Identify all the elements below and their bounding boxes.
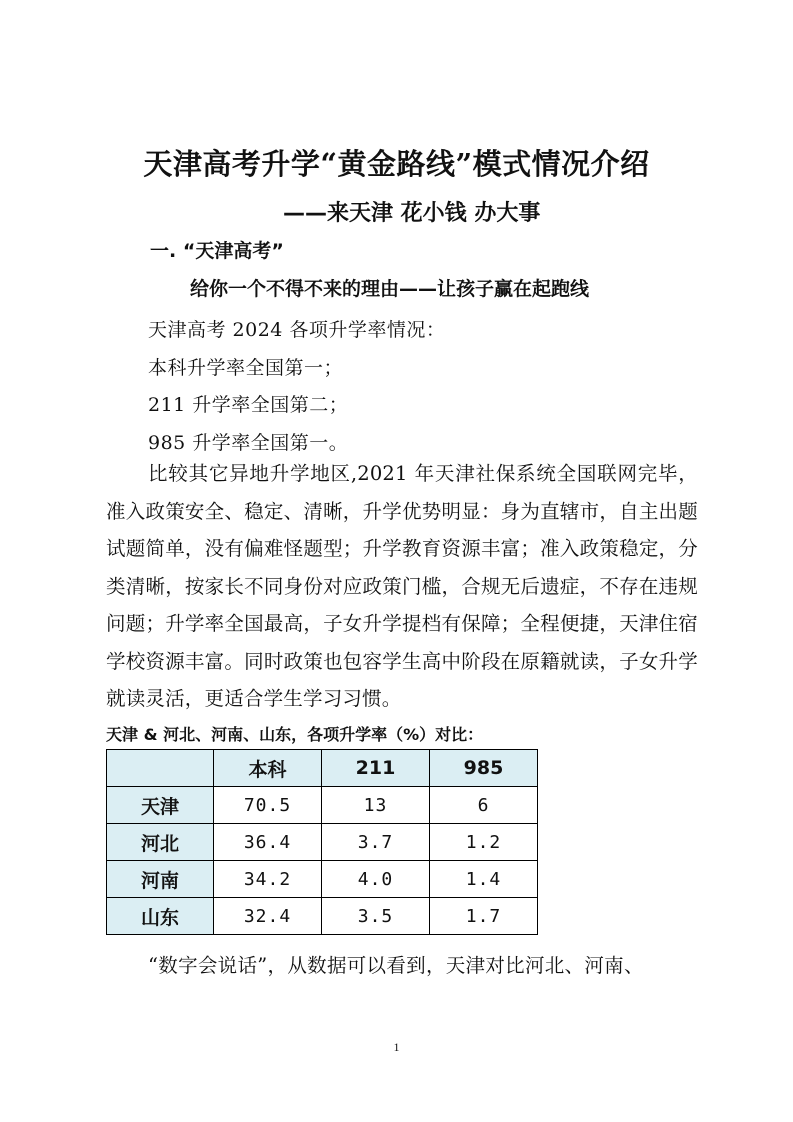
table-cell: 3.5: [322, 898, 430, 935]
document-title: 天津高考升学“黄金路线”模式情况介绍: [143, 147, 650, 181]
table-cell: 4.0: [322, 861, 430, 898]
table-header-undergrad: 本科: [214, 750, 322, 787]
section-heading: 一. “天津高考”: [150, 240, 284, 262]
page-number: 1: [393, 1040, 400, 1054]
table-header-985: 985: [430, 750, 538, 787]
body-paragraph: 比较其它异地升学地区,2021 年天津社保系统全国联网完毕，准入政策安全、稳定、清晰，升学优势明显：身为直辖市，自主出题试题简单，没有偏难怪题型；升学教育资源丰富；准入政策稳定，分类清晰，按家长不同身份对应政策门槛，合规无后遗症，不存在违规问题；升学率全国最高，子女升学提档有保障；全程便捷，天津住宿学校资源丰富。同时政策也包容学生高中阶段在原籍就读，子女升学就读灵活，更适合学生学习习惯。: [106, 462, 698, 710]
table-row: [107, 898, 538, 935]
table-cell: 70.5: [214, 787, 322, 824]
table-row: [107, 787, 538, 824]
table-cell: 6: [430, 787, 538, 824]
table-row: [107, 824, 538, 861]
table-cell: 32.4: [214, 898, 322, 935]
table-header-211: 211: [322, 750, 430, 787]
table-header-corner: [107, 750, 214, 787]
section-tagline: 给你一个不得不来的理由——让孩子赢在起跑线: [190, 278, 590, 300]
table-cell: 36.4: [214, 824, 322, 861]
closing-line: “数字会说话”，从数据可以看到，天津对比河北、河南、: [148, 954, 644, 977]
table-cell: 1.2: [430, 824, 538, 861]
row-label-hebei: 河北: [107, 824, 214, 861]
row-label-tianjin: 天津: [107, 787, 214, 824]
table-caption: 天津 & 河北、河南、山东，各项升学率（%）对比：: [106, 725, 484, 744]
document-subtitle: ——来天津 花小钱 办大事: [283, 201, 541, 226]
stat-line-undergrad: 本科升学率全国第一；: [148, 357, 344, 379]
table-cell: 1.4: [430, 861, 538, 898]
table-cell: 1.7: [430, 898, 538, 935]
table-cell: 13: [322, 787, 430, 824]
admission-rate-table: [106, 749, 538, 935]
stat-line-985: 985 升学率全国第一。: [148, 432, 349, 454]
table-row: [107, 861, 538, 898]
stat-line-211: 211 升学率全国第二；: [148, 394, 349, 416]
stats-intro: 天津高考 2024 各项升学率情况：: [148, 319, 446, 341]
row-label-henan: 河南: [107, 861, 214, 898]
row-label-shandong: 山东: [107, 898, 214, 935]
table-cell: 3.7: [322, 824, 430, 861]
table-header-row: [107, 750, 538, 787]
table-cell: 34.2: [214, 861, 322, 898]
